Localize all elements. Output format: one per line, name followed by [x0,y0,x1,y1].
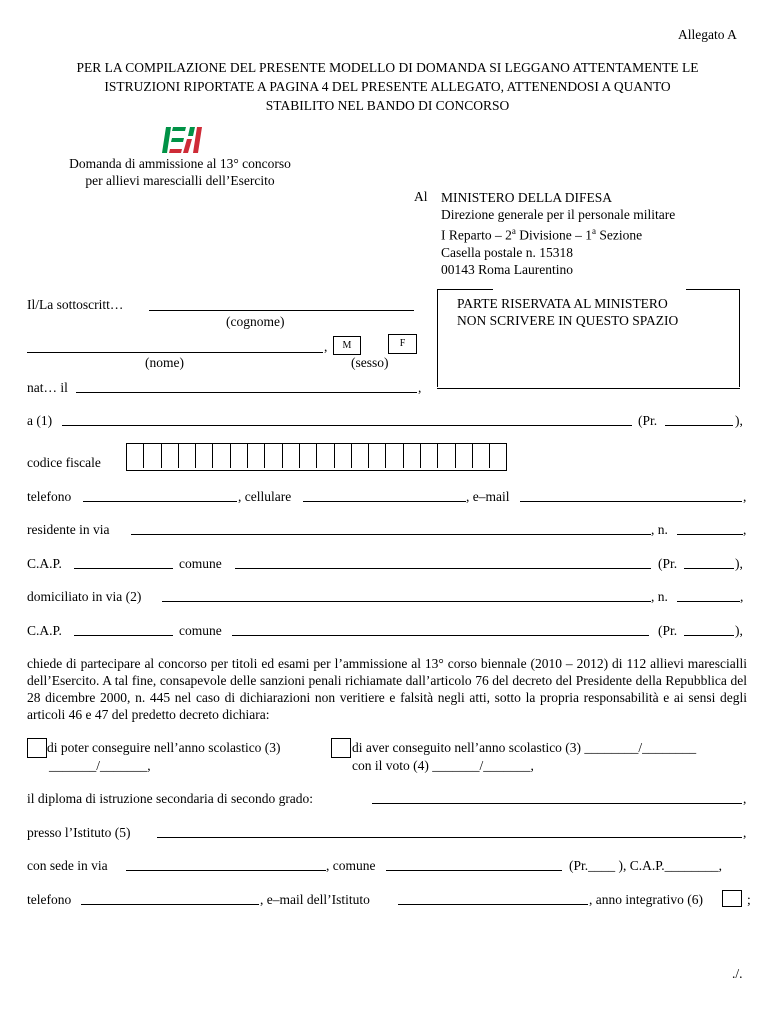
opt1-anno-field[interactable]: _______/_______, [49,758,151,773]
allegato-label: Allegato A [678,27,737,42]
sede-provincia-cap-field[interactable]: (Pr.____ ), C.A.P.________, [569,858,723,873]
telefono-field[interactable] [83,501,237,502]
diploma-label: il diploma di istruzione secondaria di secondo grado: [27,791,314,806]
istituto-label: presso l’Istituto (5) [27,825,131,840]
email-istituto-label: , e–mail dell’Istituto [260,892,370,907]
telefono-istituto-label: telefono [27,892,72,907]
domiciliato-label: domiciliato in via (2) [27,589,142,604]
email-label: , e–mail [466,489,510,504]
header-line-3: STABILITO NEL BANDO DI CONCORSO [265,98,510,113]
residente-label: residente in via [27,522,110,537]
telefono-istituto-field[interactable] [81,904,259,905]
nome-field[interactable] [27,352,323,353]
anno-integrativo-label: , anno integrativo (6) [589,892,703,907]
anno-integrativo-checkbox[interactable] [722,890,742,907]
esercito-logo-icon [162,127,208,153]
residente-provincia-field[interactable] [684,568,734,569]
recipient-address: MINISTERO DELLA DIFESA Direzione generale per il personale militare I Reparto – 2$^a$ Divisione – 1$^a$ Sezione Casella postale n. 15318 00143 Roma Laurentino [441,190,676,277]
email-field[interactable] [520,501,742,502]
header-line-2: ISTRUZIONI RIPORTATE A PAGINA 4 DEL PRESENTE ALLEGATO, ATTENENDOSI A QUANTO [104,79,671,94]
domiciliato-provincia-field[interactable] [684,635,734,636]
residente-civico-field[interactable] [677,534,743,535]
residente-comune-field[interactable] [235,568,651,569]
domiciliato-cap-field[interactable] [74,635,173,636]
codice-fiscale-field[interactable] [126,443,507,471]
cap-label-2: C.A.P. [27,623,62,638]
cellulare-label: , cellulare [238,489,292,504]
nato-label: nat… il [27,380,68,395]
cognome-field[interactable] [149,310,414,311]
aver-conseguito-checkbox[interactable] [331,738,351,758]
opt2-label: di aver conseguito nell’anno scolastico (3) ________/________ [352,740,697,755]
cellulare-field[interactable] [303,501,466,502]
comune-label: comune [179,556,222,571]
sesso-caption: (sesso) [351,355,389,370]
luogo-nascita-field[interactable] [62,425,632,426]
sex-f-checkbox[interactable]: F [388,334,417,354]
header-line-1: PER LA COMPILAZIONE DEL PRESENTE MODELLO DI DOMANDA SI LEGGANO ATTENTAMENTE LE [76,60,699,75]
continua-marker: ./. [732,966,743,981]
dichiarazione-paragraph: chiede di partecipare al concorso per titoli ed esami per l’ammissione al 13° corso biennale (2010 – 2012) di 112 allievi marescialli dell’Esercito. A tal fine, consapevole delle sanzioni penali richiamate dall’articolo 76 del decreto del Presidente della Repubblica del 28 dicembre 2000, n. 445 nel caso di dichiarazioni non veritiere e falsità negli atti, sotto la propria responsabilità e ai sensi degli articoli 46 e 47 del predetto decreto dichiara: [27,656,747,722]
poter-conseguire-checkbox[interactable] [27,738,47,758]
instructions-header [20,58,755,115]
cognome-caption: (cognome) [226,314,285,329]
sede-comune-field[interactable] [386,870,562,871]
nato-il-field[interactable] [76,392,417,393]
opt1-label: di poter conseguire nell’anno scolastico (3) [47,740,281,755]
diploma-field[interactable] [372,803,742,804]
codice-fiscale-label: codice fiscale [27,455,101,470]
sede-via-field[interactable] [126,870,326,871]
email-istituto-field[interactable] [398,904,588,905]
residente-cap-field[interactable] [74,568,173,569]
opt2-voto-field[interactable]: con il voto (4) _______/_______, [352,758,534,773]
sede-label: con sede in via [27,858,108,873]
domiciliato-comune-field[interactable] [232,635,649,636]
residente-via-field[interactable] [131,534,651,535]
comune-label-2: comune [179,623,222,638]
domiciliato-civico-field[interactable] [677,601,740,602]
comune-istituto-label: , comune [326,858,376,873]
istituto-field[interactable] [157,837,742,838]
domiciliato-via-field[interactable] [162,601,651,602]
sottoscritto-label: Il/La sottoscritt… [27,297,124,312]
nome-caption: (nome) [145,355,184,370]
telefono-label: telefono [27,489,72,504]
luogo-nascita-label: a (1) [27,413,53,428]
provincia-nascita-field[interactable] [665,425,733,426]
sex-m-checkbox[interactable]: M [333,336,361,355]
domanda-title: Domanda di ammissione al 13° concorso per allievi marescialli dell’Esercito [69,156,291,188]
recipient-al: Al [414,189,428,204]
cap-label: C.A.P. [27,556,62,571]
